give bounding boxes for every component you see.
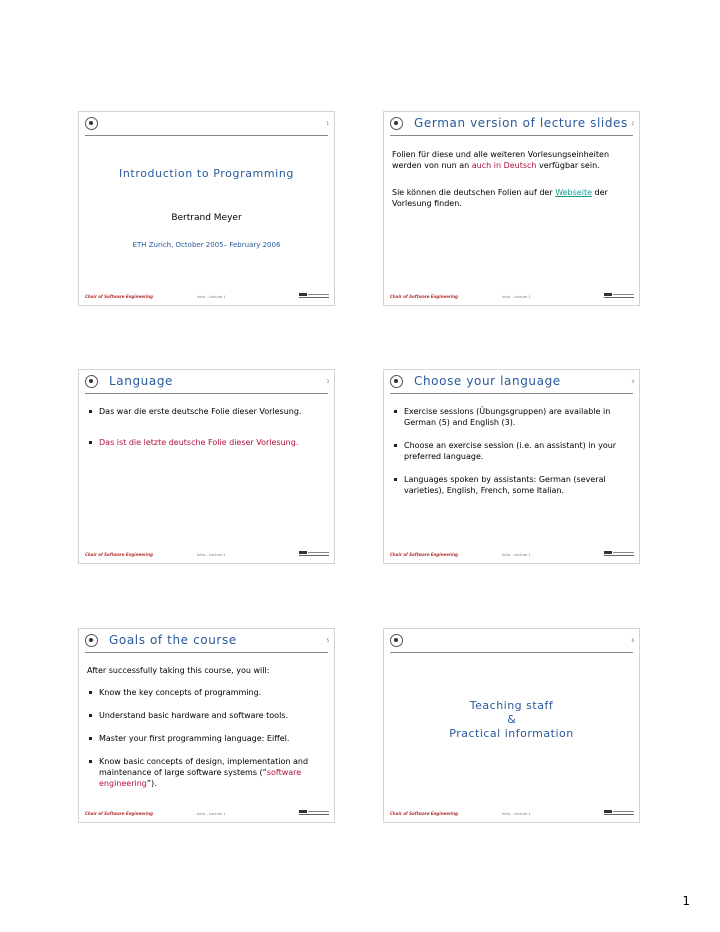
slide-1 <box>78 111 335 306</box>
footer-lecture: Intro – Lecture 1 <box>502 812 531 816</box>
eth-logo-icon <box>299 810 329 817</box>
title-rule <box>85 393 328 394</box>
list-item: Choose an exercise session (i.e. an assistant) in your preferred language. <box>394 440 629 462</box>
page-number: 1 <box>682 894 690 908</box>
slide-main-title: Introduction to Programming <box>119 167 294 180</box>
title-rule <box>390 652 633 653</box>
list-item: Das ist die letzte deutsche Folie dieser Vorlesung. <box>89 437 324 448</box>
bullet-list <box>89 687 324 801</box>
list-item: Understand basic hardware and software tools. <box>89 710 324 721</box>
footer-chair: Chair of Software Engineering <box>85 294 153 299</box>
list-item: Exercise sessions (Übungsgruppen) are available in German (5) and English (3). <box>394 406 629 428</box>
bullet-list <box>89 406 324 460</box>
slide-number: 1 <box>326 121 329 126</box>
section-line-1: Teaching staff <box>469 699 554 712</box>
footer-lecture: Intro – Lecture 1 <box>197 295 226 299</box>
slide-date: ETH Zurich, October 2005– February 2006 <box>132 241 281 249</box>
footer-lecture: Intro – Lecture 1 <box>502 295 531 299</box>
text: ”). <box>146 779 157 788</box>
footer-chair: Chair of Software Engineering <box>85 552 153 557</box>
webseite-link[interactable]: Webseite <box>555 188 592 197</box>
slide-number: 2 <box>631 121 634 126</box>
footer-lecture: Intro – Lecture 1 <box>197 812 226 816</box>
text: Know basic concepts of design, implementation and maintenance of large software systems (“ <box>99 757 309 777</box>
eth-logo-icon <box>604 551 634 558</box>
highlight-text: auch in Deutsch <box>471 161 537 170</box>
paragraph <box>392 149 631 171</box>
slide-title: Choose your language <box>414 374 561 388</box>
footer-lecture: Intro – Lecture 1 <box>197 553 226 557</box>
eth-logo-icon <box>604 293 634 300</box>
highlight-text: software engineering <box>99 768 302 788</box>
slide-number: 6 <box>631 638 634 643</box>
slide-number: 5 <box>326 638 329 643</box>
chair-logo-icon <box>390 117 403 130</box>
text: Sie können die deutschen Folien auf der <box>392 188 556 197</box>
text: Folien für diese und alle weiteren Vorlesungseinheiten werden von nun an <box>392 150 610 170</box>
list-item: Master your first programming language: Eiffel. <box>89 733 324 744</box>
chair-logo-icon <box>390 375 403 388</box>
footer-chair: Chair of Software Engineering <box>390 294 458 299</box>
slide-4 <box>383 369 640 564</box>
eth-logo-icon <box>604 810 634 817</box>
slide-number: 3 <box>326 379 329 384</box>
eth-logo-icon <box>299 293 329 300</box>
slide-title: German version of lecture slides <box>414 116 628 130</box>
slide-title: Language <box>109 374 174 388</box>
eth-logo-icon <box>299 551 329 558</box>
section-line-2: & <box>507 713 516 726</box>
text: verfügbar sein. <box>536 161 600 170</box>
section-line-3: Practical information <box>449 727 574 740</box>
paragraph <box>392 187 631 209</box>
title-rule <box>85 135 328 136</box>
slide-title: Goals of the course <box>109 633 237 647</box>
list-item: Know the key concepts of programming. <box>89 687 324 698</box>
footer-chair: Chair of Software Engineering <box>390 552 458 557</box>
text: der Vorlesung finden. <box>392 188 608 208</box>
title-rule <box>390 393 633 394</box>
title-rule <box>390 135 633 136</box>
chair-logo-icon <box>85 375 98 388</box>
footer-chair: Chair of Software Engineering <box>390 811 458 816</box>
slide-5 <box>78 628 335 823</box>
bullet-list <box>394 406 629 508</box>
footer-chair: Chair of Software Engineering <box>85 811 153 816</box>
slide-number: 4 <box>631 379 634 384</box>
chair-logo-icon <box>85 117 98 130</box>
slide-author: Bertrand Meyer <box>171 213 242 223</box>
slide-3 <box>78 369 335 564</box>
footer-lecture: Intro – Lecture 1 <box>502 553 531 557</box>
intro-text: After successfully taking this course, you will: <box>87 666 270 675</box>
title-rule <box>85 652 328 653</box>
slide-6 <box>383 628 640 823</box>
chair-logo-icon <box>85 634 98 647</box>
chair-logo-icon <box>390 634 403 647</box>
list-item: Das war die erste deutsche Folie dieser Vorlesung. <box>89 406 324 417</box>
list-item <box>89 756 324 789</box>
list-item: Languages spoken by assistants: German (several varieties), English, French, some Italian. <box>394 474 629 496</box>
slide-2 <box>383 111 640 306</box>
